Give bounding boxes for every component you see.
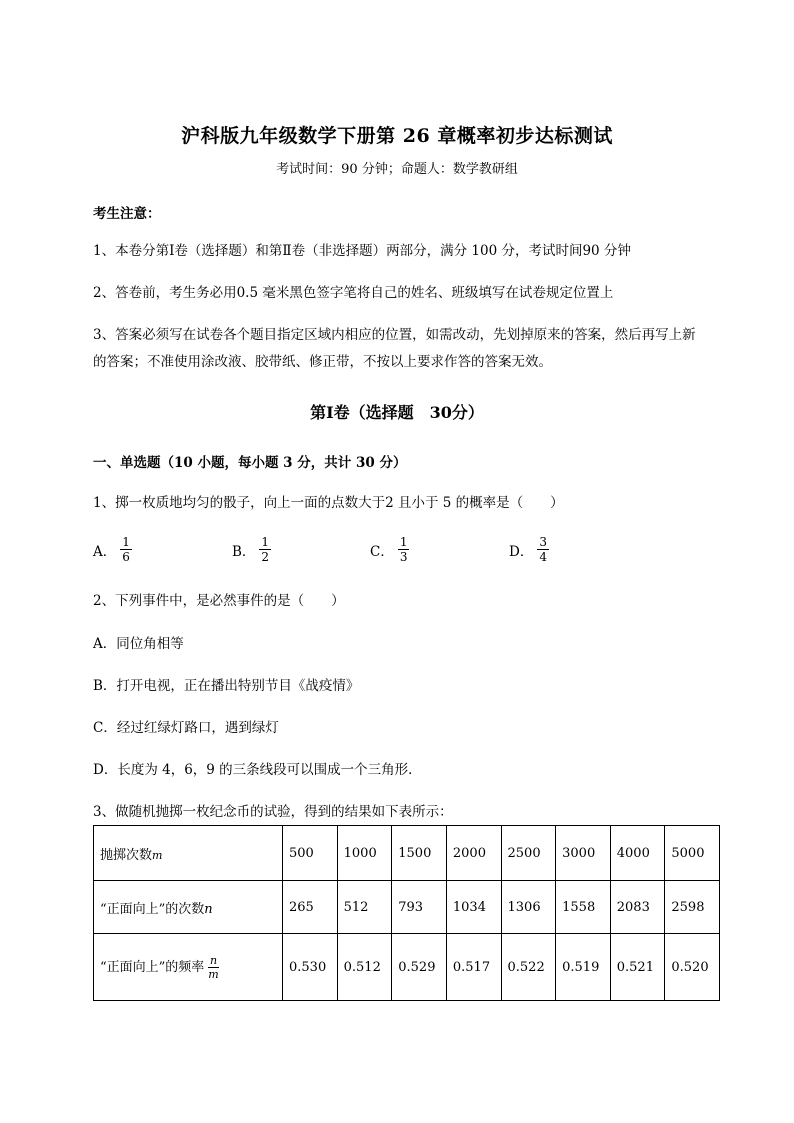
notice-item-1: 1、本卷分第Ⅰ卷（选择题）和第Ⅱ卷（非选择题）两部分，满分 100 分，考试时间90 分钟 [93, 243, 631, 259]
table-cell: 512 [337, 881, 392, 934]
table-cell: 0.517 [446, 934, 501, 1001]
fraction: $\frac{1}{2}$ [261, 535, 270, 564]
exam-title: 沪科版九年级数学下册第 26 章概率初步达标测试 [181, 125, 613, 147]
fraction: $\frac{1}{6}$ [122, 535, 130, 564]
question-1-stem: 1、掷一枚质地均匀的骰子，向上一面的点数大于2 且小于 5 的概率是（ ） [93, 495, 564, 511]
table-cell: 2000 [446, 826, 501, 881]
option-label: A． [93, 543, 117, 560]
fraction: $\frac{1}{3}$ [399, 535, 408, 564]
row-label-heads-count: “正面向上”的次数n [94, 881, 283, 934]
table-cell: 2500 [501, 826, 556, 881]
question-2-stem: 2、下列事件中，是必然事件的是（ ） [93, 593, 345, 609]
table-row [94, 881, 720, 934]
q2-option-d[interactable]: D．长度为 4，6，9 的三条线段可以围成一个三角形． [93, 762, 422, 778]
table-cell: 2598 [665, 881, 720, 934]
option-label: C． [370, 543, 394, 560]
option-label: D． [509, 543, 534, 560]
notice-item-2: 2、答卷前，考生务必用0.5 毫米黑色签字笔将自己的姓名、班级填写在试卷规定位置上 [93, 285, 614, 301]
fraction: $\frac{3}{4}$ [539, 535, 547, 564]
frequency-table [93, 825, 720, 1001]
section-title: 第Ⅰ卷（选择题 30分） [310, 403, 484, 422]
question-3-stem: 3、做随机抛掷一枚纪念币的试验，得到的结果如下表所示： [93, 804, 453, 820]
table-cell: 265 [283, 881, 338, 934]
table-cell: 4000 [610, 826, 665, 881]
table-cell: 1000 [337, 826, 392, 881]
table-row [94, 826, 720, 881]
table-row [94, 934, 720, 1001]
q1-option-b[interactable] [232, 535, 271, 564]
q1-option-c[interactable] [370, 535, 409, 564]
table-cell: 500 [283, 826, 338, 881]
table-cell: 2083 [610, 881, 665, 934]
table-cell: 0.521 [610, 934, 665, 1001]
table-cell: 1306 [501, 881, 556, 934]
fraction: $\frac{n}{m}$ [208, 953, 219, 981]
row-label-tosses: 抛掷次数m [94, 826, 283, 881]
table-cell: 0.530 [283, 934, 338, 1001]
option-label: B． [232, 543, 256, 560]
q2-option-a[interactable]: A．同位角相等 [93, 636, 184, 652]
table-cell: 0.529 [392, 934, 447, 1001]
q2-option-c[interactable]: C．经过红绿灯路口，遇到绿灯 [93, 720, 279, 736]
table-cell: 3000 [556, 826, 611, 881]
table-cell: 0.520 [665, 934, 720, 1001]
table-cell: 0.512 [337, 934, 392, 1001]
notice-item-3-cont: 的答案；不准使用涂改液、胶带纸、修正带，不按以上要求作答的答案无效。 [93, 354, 552, 370]
table-cell: 793 [392, 881, 447, 934]
q1-option-a[interactable] [93, 535, 132, 564]
notice-heading: 考生注意： [93, 206, 161, 222]
table-cell: 1558 [556, 881, 611, 934]
table-cell: 0.522 [501, 934, 556, 1001]
row-label-heads-frequency: “正面向上”的频率 $\frac{n}{m}$ [94, 934, 283, 1001]
q1-option-d[interactable] [509, 535, 549, 564]
table-cell: 1034 [446, 881, 501, 934]
question-group-heading: 一、单选题（10 小题，每小题 3 分，共计 30 分） [93, 455, 407, 471]
notice-item-3: 3、答案必须写在试卷各个题目指定区域内相应的位置，如需改动，先划掉原来的答案，然后再写上新 [93, 327, 696, 343]
table-cell: 1500 [392, 826, 447, 881]
table-cell: 0.519 [556, 934, 611, 1001]
table-cell: 5000 [665, 826, 720, 881]
exam-subtitle: 考试时间：90 分钟；命题人：数学教研组 [276, 162, 518, 177]
q2-option-b[interactable]: B．打开电视，正在播出特别节目《战疫情》 [93, 678, 360, 694]
